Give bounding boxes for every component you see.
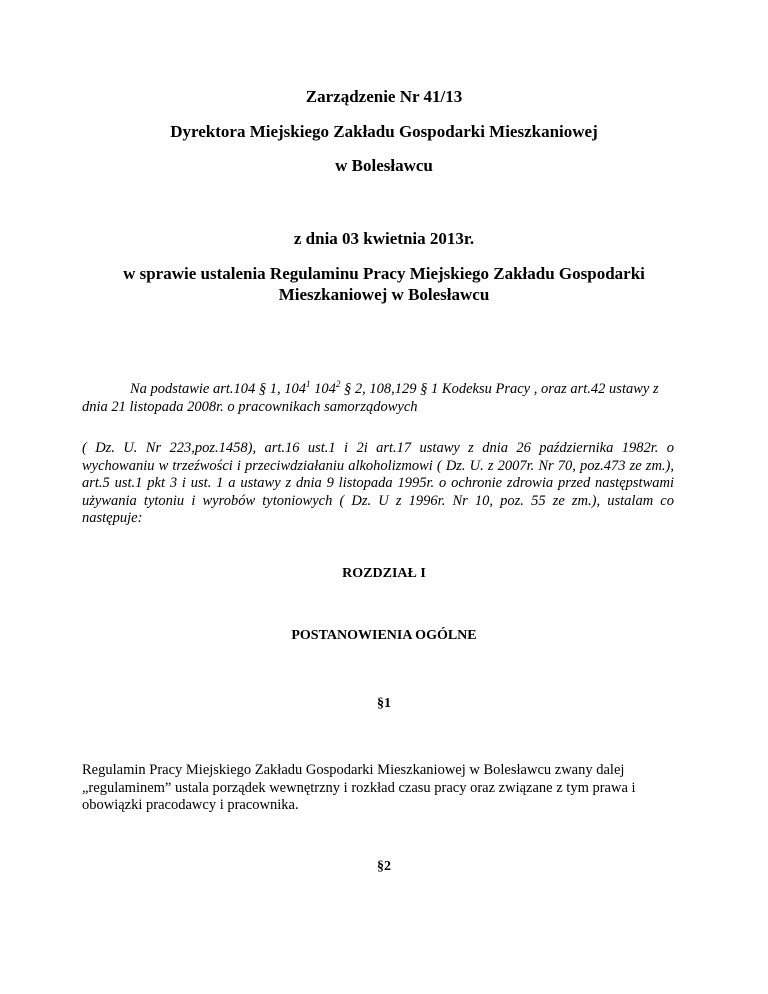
superscript-2: 2 bbox=[335, 379, 341, 390]
legal-basis-paragraph-1 bbox=[82, 381, 682, 416]
legal-basis-text-3: § 2, 108,129 § 1 Kodeksu Pracy , oraz art.42 ustawy z dnia 21 listopada 2008r. o pracownikach samorządowych bbox=[82, 381, 659, 415]
chapter-title: POSTANOWIENIA OGÓLNE bbox=[291, 628, 477, 643]
legal-basis-text-2: 104 bbox=[310, 381, 336, 397]
issuer-line-1: Dyrektora Miejskiego Zakładu Gospodarki Mieszkaniowej bbox=[170, 122, 598, 141]
legal-basis-paragraph-2: ( Dz. U. Nr 223,poz.1458), art.16 ust.1 i 2i art.17 ustawy z dnia 26 października 1982r. o wychowaniu w trzeźwości i przeciwdziałaniu alkoholizmowi ( Dz. U. z 2007r. Nr 70, poz.473 ze zm.), art.5 ust.1 pkt 3 i ust. 1 a ustawy z dnia 9 listopada 1995r. o ochronie zdrowia przed następstwami używania tytoniu i wyrobów tytoniowych ( Dz. U z 1996r. Nr 10, poz. 55 ze zm.), ustalam co następuje: bbox=[82, 440, 674, 526]
section-heading-1: §1 bbox=[377, 696, 391, 711]
chapter-number: ROZDZIAŁ I bbox=[342, 566, 426, 581]
issuer-line-2: w Bolesławcu bbox=[335, 156, 433, 175]
subject-line-2: Mieszkaniowej w Bolesławcu bbox=[278, 285, 490, 304]
document-title: Zarządzenie Nr 41/13 bbox=[305, 87, 463, 106]
subject-line-1: w sprawie ustalenia Regulaminu Pracy Miejskiego Zakładu Gospodarki bbox=[123, 264, 645, 283]
document-date: z dnia 03 kwietnia 2013r. bbox=[293, 229, 475, 248]
superscript-1: 1 bbox=[306, 379, 311, 390]
legal-basis-text-1: Na podstawie art.104 § 1, 104 bbox=[130, 381, 307, 397]
section-heading-2: §2 bbox=[377, 859, 391, 874]
section-1-text: Regulamin Pracy Miejskiego Zakładu Gospodarki Mieszkaniowej w Bolesławcu zwany dalej „regulaminem” ustala porządek wewnętrzny i rozkład czasu pracy oraz związane z tym prawa i obowiązki pracodawcy i pracownika. bbox=[82, 762, 636, 813]
